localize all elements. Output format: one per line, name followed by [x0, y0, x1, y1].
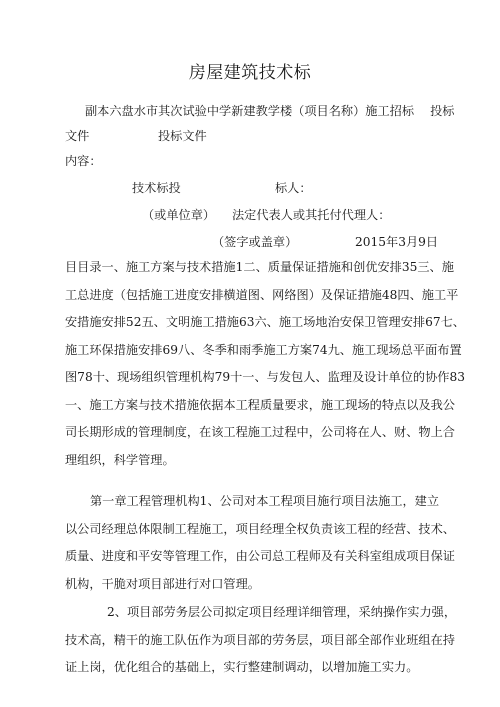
chapter-1-line: 质量、进度和平安等管理工作，由公司总工程师及有关科室组成项目保证: [65, 549, 455, 563]
chapter-1-paragraph: [65, 493, 455, 603]
toc-line: 工总进度（包括施工进度安排横道图、网络图）及保证措施48四、施工平: [65, 287, 459, 302]
section-2-paragraph: [65, 604, 457, 687]
section-2-line: 技术高，精干的施工队伍作为项目部的劳务层，项目部全部作业班组在持: [65, 632, 455, 647]
chapter-1-line: 以公司经理总体限制工程施工，项目经理全权负责该工程的经营、技术、: [65, 521, 455, 536]
section-2-line: 2、项目部劳务层公司拟定项目经理详细管理，采纳操作实力强，: [107, 605, 457, 619]
toc-line: 安措施安排52五、文明施工措施63六、施工场地治安保卫管理安排67七、: [65, 315, 465, 329]
contents-label: 内容：: [65, 154, 102, 168]
signature-label: （签字或盖章）: [212, 235, 298, 249]
chapter-1-line: 机构，干脆对项目部进行对口管理。: [65, 576, 260, 591]
toc-line: 理组织，科学管理。: [65, 452, 175, 467]
legal-rep-label: 法定代表人或其托付代理人：: [232, 208, 391, 222]
document-date: 2015年3月9日: [355, 235, 439, 249]
toc-line: 一、施工方案与技术措施依据本工程质量要求，施工现场的特点以及我公: [65, 397, 455, 412]
toc-line: 目目录一、施工方案与技术措施1二、质量保证措施和创优安排35三、施: [65, 260, 454, 274]
header-line-2-left: 文件: [65, 129, 90, 143]
bidder-person-label: 标人：: [275, 181, 312, 195]
header-line-2-right: 投标文件: [158, 129, 207, 143]
seal-label: （或单位章）: [142, 208, 216, 222]
chapter-1-line: 第一章工程管理机构1、公司对本工程项目施行项目法施工，建立: [90, 494, 440, 508]
toc-line: 施工环保措施安排69八、冬季和雨季施工方案74九、施工现场总平面布置: [65, 342, 462, 357]
toc-line: 图78十、现场组织管理机构79十一、与发包人、监理及设计单位的协作83: [65, 370, 465, 384]
header-line-1: 副本六盘水市其次试验中学新建教学楼（项目名称）施工招标 投标: [85, 104, 455, 118]
section-2-line: 证上岗，优化组合的基础上，实行整建制调动，以增加施工实力。: [65, 660, 419, 674]
page-title: 房屋建筑技术标: [188, 63, 312, 83]
bidder-label: 技术标投: [132, 181, 181, 195]
toc-paragraph: [65, 259, 465, 479]
toc-line: 司长期形成的管理制度，在该工程施工过程中，公司将在人、财、物上合: [65, 425, 455, 439]
